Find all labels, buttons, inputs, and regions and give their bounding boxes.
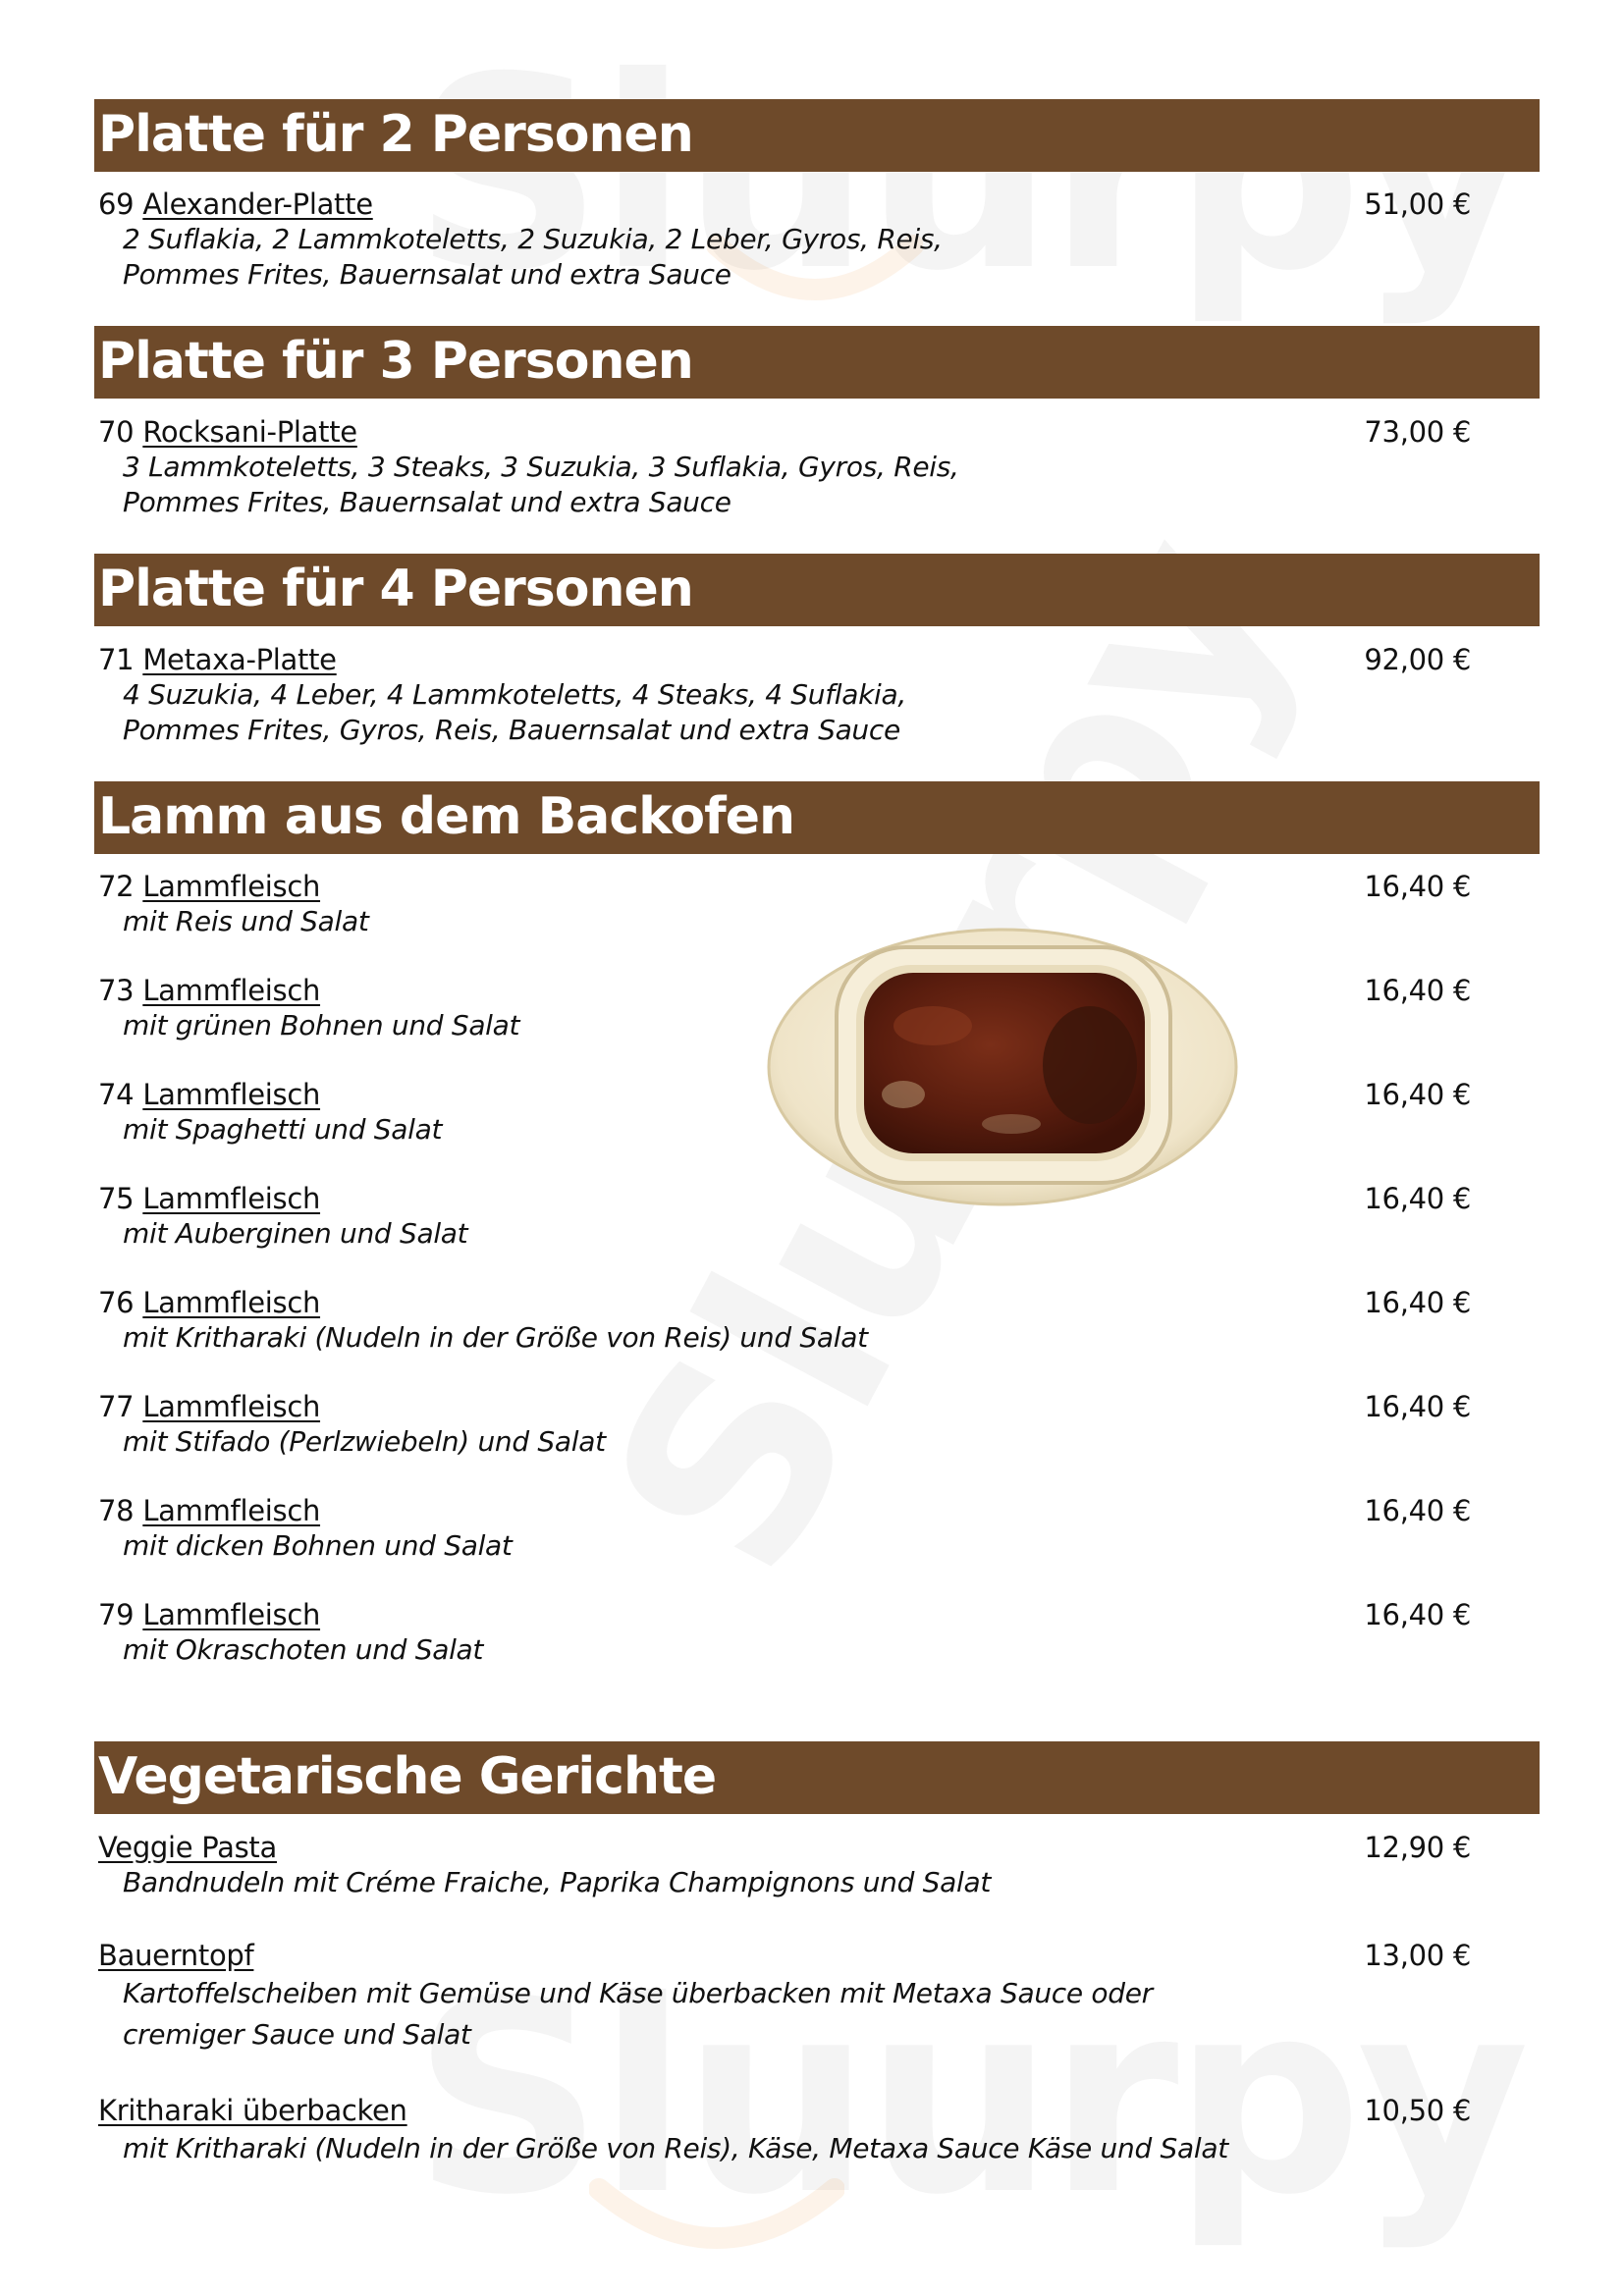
item-description-line: 2 Suflakia, 2 Lammkoteletts, 2 Suzukia, 2 Leber, Gyros, Reis,	[123, 223, 943, 255]
item-description-line: mit dicken Bohnen und Salat	[123, 1529, 513, 1562]
item-description-line: 4 Suzukia, 4 Leber, 4 Lammkoteletts, 4 Steaks, 4 Suflakia,	[123, 678, 906, 711]
item-description-line: mit Kritharaki (Nudeln in der Größe von Reis) und Salat	[123, 1321, 868, 1354]
item-number: 72	[98, 870, 135, 903]
item-price-69: 51,00 €	[1364, 187, 1471, 221]
item-title	[98, 414, 1473, 450]
item-number: 75	[98, 1182, 135, 1215]
item-name: Lammfleisch	[142, 1494, 321, 1527]
section-title: Platte für 4 Personen	[98, 560, 693, 618]
item-title	[98, 1077, 1473, 1112]
item-description-line: cremiger Sauce und Salat	[123, 2018, 471, 2051]
section-title: Platte für 3 Personen	[98, 332, 693, 391]
menu-item-veggie-pasta	[98, 1830, 1473, 1900]
item-title	[98, 2093, 1473, 2128]
item-number: 76	[98, 1286, 135, 1319]
menu-item-74	[98, 1077, 1473, 1148]
menu-item-77	[98, 1389, 1473, 1460]
item-number: 71	[98, 643, 135, 676]
item-description-line: mit Stifado (Perlzwiebeln) und Salat	[123, 1425, 606, 1458]
item-name: Alexander-Platte	[142, 187, 373, 221]
menu-item-71	[98, 642, 1473, 748]
menu-item-kritharaki	[98, 2093, 1473, 2169]
item-price-71: 92,00 €	[1364, 643, 1471, 676]
item-description-line: Pommes Frites, Bauernsalat und extra Sauce	[123, 258, 731, 291]
section-title: Lamm aus dem Backofen	[98, 787, 795, 846]
item-description-line: mit Reis und Salat	[123, 905, 369, 937]
item-title	[98, 1285, 1473, 1320]
item-price-bauerntopf: 13,00 €	[1364, 1939, 1471, 1972]
item-description-line: mit Spaghetti und Salat	[123, 1113, 443, 1146]
menu-item-bauerntopf	[98, 1938, 1473, 2056]
item-title	[98, 1181, 1473, 1216]
item-description-line: Bandnudeln mit Créme Fraiche, Paprika Champignons und Salat	[123, 1866, 992, 1898]
item-price-kritharaki: 10,50 €	[1364, 2094, 1471, 2127]
menu-item-69	[98, 187, 1473, 293]
section-header-platte-2	[94, 99, 1540, 172]
item-title	[98, 187, 1473, 222]
menu-item-78	[98, 1493, 1473, 1564]
item-price-75: 16,40 €	[1364, 1182, 1471, 1215]
section-header-lamm-backofen	[94, 781, 1540, 854]
item-number: 74	[98, 1078, 135, 1111]
item-description-line: 3 Lammkoteletts, 3 Steaks, 3 Suzukia, 3 Suflakia, Gyros, Reis,	[123, 451, 959, 483]
item-title	[98, 1389, 1473, 1424]
item-description-line: mit Kritharaki (Nudeln in der Größe von Reis), Käse, Metaxa Sauce Käse und Salat	[123, 2132, 1228, 2164]
item-price-79: 16,40 €	[1364, 1598, 1471, 1631]
item-number: 70	[98, 415, 135, 449]
item-title	[98, 1493, 1473, 1528]
item-price-70: 73,00 €	[1364, 415, 1471, 449]
item-number: 69	[98, 187, 135, 221]
item-title	[98, 1830, 1473, 1865]
item-price-73: 16,40 €	[1364, 974, 1471, 1007]
item-price-76: 16,40 €	[1364, 1286, 1471, 1319]
item-description-line: Pommes Frites, Gyros, Reis, Bauernsalat und extra Sauce	[123, 714, 900, 746]
watermark-logo-bottom-icon	[589, 2169, 844, 2258]
item-price-77: 16,40 €	[1364, 1390, 1471, 1423]
item-name: Rocksani-Platte	[142, 415, 357, 449]
section-title: Vegetarische Gerichte	[98, 1747, 717, 1806]
item-description-line: mit Auberginen und Salat	[123, 1217, 468, 1250]
item-description-line: mit Okraschoten und Salat	[123, 1633, 484, 1666]
item-name: Lammfleisch	[142, 1598, 321, 1631]
item-price-78: 16,40 €	[1364, 1494, 1471, 1527]
menu-item-75	[98, 1181, 1473, 1252]
item-name: Lammfleisch	[142, 1182, 321, 1215]
menu-item-79	[98, 1597, 1473, 1668]
item-price-72: 16,40 €	[1364, 870, 1471, 903]
item-name: Lammfleisch	[142, 870, 321, 903]
item-name: Lammfleisch	[142, 1390, 321, 1423]
item-number: 73	[98, 974, 135, 1007]
item-description-line: Pommes Frites, Bauernsalat und extra Sauce	[123, 486, 731, 518]
item-name: Lammfleisch	[142, 1078, 321, 1111]
item-number: 77	[98, 1390, 135, 1423]
menu-item-73	[98, 973, 1473, 1043]
item-name: Bauerntopf	[98, 1939, 254, 1972]
section-header-platte-4	[94, 554, 1540, 626]
item-title	[98, 1938, 1473, 1973]
section-header-platte-3	[94, 326, 1540, 399]
item-name: Kritharaki überbacken	[98, 2094, 407, 2127]
item-price-veggie-pasta: 12,90 €	[1364, 1831, 1471, 1864]
item-name: Metaxa-Platte	[142, 643, 337, 676]
item-name: Lammfleisch	[142, 1286, 321, 1319]
menu-item-72	[98, 869, 1473, 939]
section-title: Platte für 2 Personen	[98, 105, 693, 164]
item-name: Lammfleisch	[142, 974, 321, 1007]
item-number: 79	[98, 1598, 135, 1631]
item-title	[98, 869, 1473, 904]
section-header-vegetarisch	[94, 1741, 1540, 1814]
item-title	[98, 973, 1473, 1008]
item-description-line: mit grünen Bohnen und Salat	[123, 1009, 520, 1041]
item-name: Veggie Pasta	[98, 1831, 277, 1864]
item-price-74: 16,40 €	[1364, 1078, 1471, 1111]
item-description-line: Kartoffelscheiben mit Gemüse und Käse überbacken mit Metaxa Sauce oder	[123, 1977, 1153, 2009]
item-number: 78	[98, 1494, 135, 1527]
item-title	[98, 642, 1473, 677]
lamb-dish-photo	[766, 918, 1239, 1217]
item-title	[98, 1597, 1473, 1632]
menu-item-76	[98, 1285, 1473, 1356]
menu-item-70	[98, 414, 1473, 520]
